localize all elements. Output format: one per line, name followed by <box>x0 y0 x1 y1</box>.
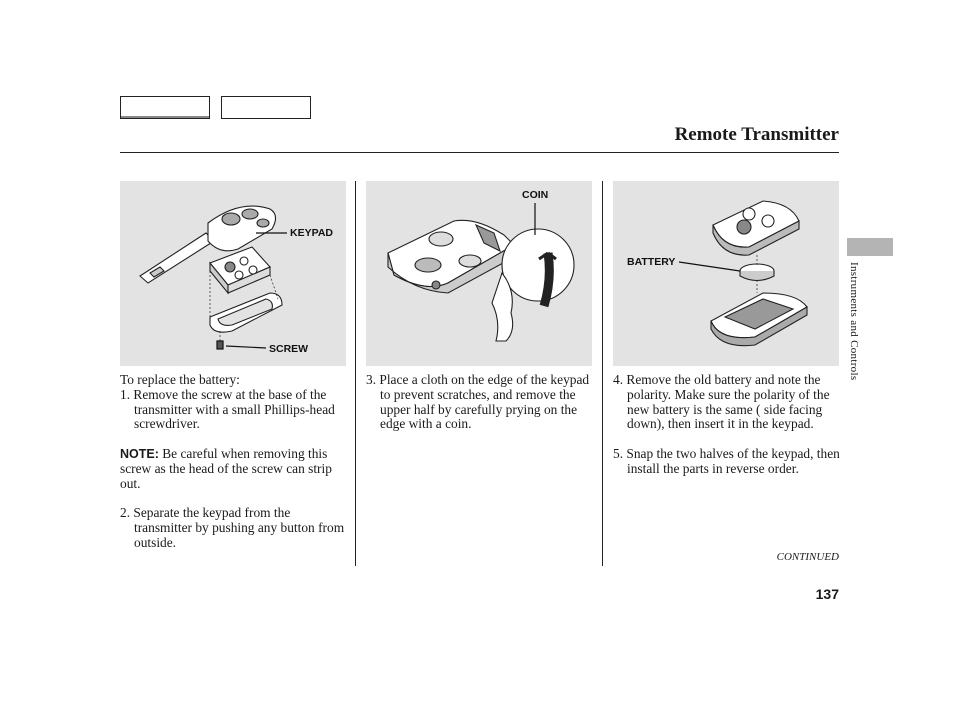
keypad-exploded-illustration <box>120 181 346 366</box>
step-1: 1. Remove the screw at the base of the transmitter with a small Phillips-head screwdriver. <box>120 386 335 432</box>
callout-screw: SCREW <box>269 343 309 355</box>
callout-battery: BATTERY <box>627 256 676 268</box>
title-rule <box>120 152 839 153</box>
nav-box-left[interactable] <box>120 96 210 119</box>
page-title: Remote Transmitter <box>674 124 839 145</box>
note-label: NOTE: <box>120 446 159 461</box>
column-3-text <box>613 373 841 477</box>
note-paragraph <box>120 447 348 491</box>
note-text: Be careful when removing this screw as the head of the screw can strip out. <box>120 445 332 491</box>
column-1-text <box>120 373 348 551</box>
step-4: 4. Remove the old battery and note the polarity. Make sure the polarity of the new battery is the same ( side facing down), then insert it in the keypad. <box>613 372 830 432</box>
section-tab-marker <box>847 238 893 256</box>
step-3: 3. Place a cloth on the edge of the keypad to prevent scratches, and remove the upper half by carefully prying on the edge with a coin. <box>366 372 590 432</box>
step-2: 2. Separate the keypad from the transmitter by pushing any button from outside. <box>120 505 345 550</box>
column-divider-2 <box>602 181 603 566</box>
column-divider-1 <box>355 181 356 566</box>
section-label: Instruments and Controls <box>848 262 860 381</box>
intro-text: To replace the battery: <box>120 372 240 387</box>
page-number: 137 <box>815 586 839 602</box>
nav-box-right[interactable] <box>221 96 311 119</box>
callout-keypad: KEYPAD <box>290 227 333 239</box>
continued-label: CONTINUED <box>776 551 839 563</box>
step-5: 5. Snap the two halves of the keypad, then install the parts in reverse order. <box>613 445 840 476</box>
figure-keypad-screw <box>120 181 346 366</box>
figure-coin-pry <box>366 181 592 366</box>
coin-pry-illustration <box>366 181 592 366</box>
column-2-text <box>366 373 596 432</box>
callout-coin: COIN <box>522 189 549 201</box>
battery-replacement-illustration <box>613 181 839 366</box>
figure-battery <box>613 181 839 366</box>
